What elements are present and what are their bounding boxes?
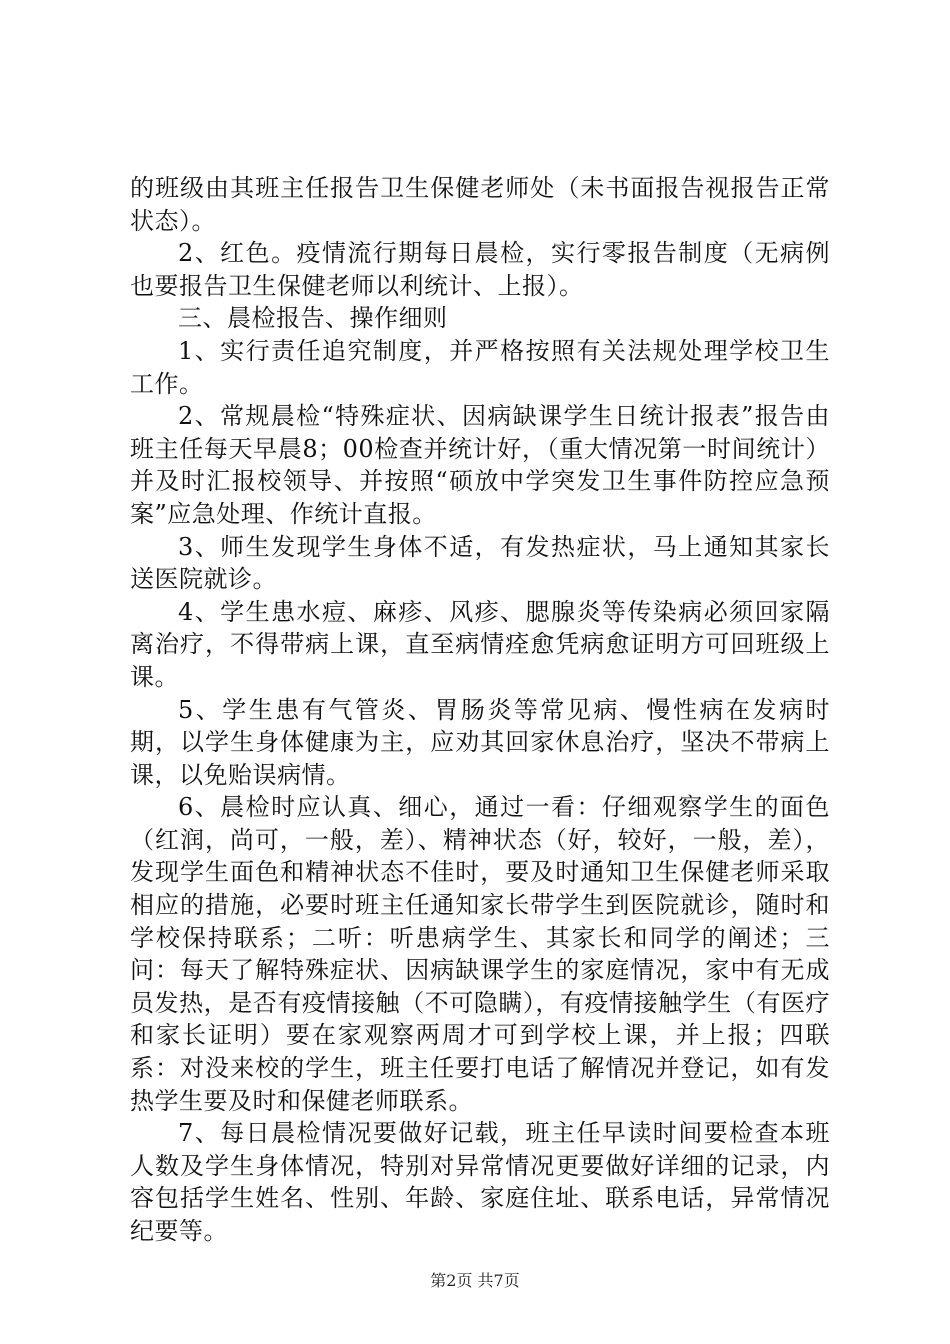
paragraph-item-5: 5、学生患有气管炎、胃肠炎等常见病、慢性病在发病时期，以学生身体健康为主，应劝其回家休息治疗，坚决不带病上课，以免贻误病情。 [130, 695, 830, 789]
paragraph-item-1: 1、实行责任追究制度，并严格按照有关法规处理学校卫生工作。 [130, 336, 830, 398]
paragraph-item-2: 2、常规晨检“特殊症状、因病缺课学生日统计报表”报告由班主任每天早晨8；00检查并统计好，（重大情况第一时间统计）并及时汇报校领导、并按照“硕放中学突发卫生事件防控应急预案”应急处理、作统计直报。 [130, 402, 830, 528]
document-body [130, 172, 830, 1248]
paragraph-item-7: 7、每日晨检情况要做好记载，班主任早读时间要检查本班人数及学生身体情况，特别对异常情况更要做好详细的记录，内容包括学生姓名、性别、年龄、家庭住址、联系电话，异常情况纪要等。 [130, 1119, 830, 1245]
paragraph-red-level: 2、红色。疫情流行期每日晨检，实行零报告制度（无病例也要报告卫生保健老师以利统计、上报）。 [130, 239, 830, 300]
paragraph-item-3: 3、师生发现学生身体不适，有发热症状，马上通知其家长送医院就诊。 [130, 532, 830, 594]
section-heading: 三、晨检报告、操作细则 [178, 304, 448, 333]
page-footer: 第2页 共7页 [430, 1271, 520, 1290]
paragraph-item-6: 6、晨检时应认真、细心，通过一看：仔细观察学生的面色（红润，尚可，一般，差）、精神状态（好，较好，一般，差），发现学生面色和精神状态不佳时，要及时通知卫生保健老师采取相应的措施，必要时班主任通知家长带学生到医院就诊，随时和学校保持联系；二听：听患病学生、其家长和同学的阐述；三问：每天了解特殊症状、因病缺课学生的家庭情况，家中有无成员发热，是否有疫情接触（不可隐瞒），有疫情接触学生（有医疗和家长证明）要在家观察两周才可到学校上课，并上报；四联系：对没来校的学生，班主任要打电话了解情况并登记，如有发热学生要及时和保健老师联系。 [130, 793, 830, 1115]
paragraph-continuation: 的班级由其班主任报告卫生保健老师处（未书面报告视报告正常状态）。 [130, 174, 830, 235]
paragraph-item-4: 4、学生患水痘、麻疹、风疹、腮腺炎等传染病必须回家隔离治疗，不得带病上课，直至病情痊愈凭病愈证明方可回班级上课。 [130, 597, 830, 691]
